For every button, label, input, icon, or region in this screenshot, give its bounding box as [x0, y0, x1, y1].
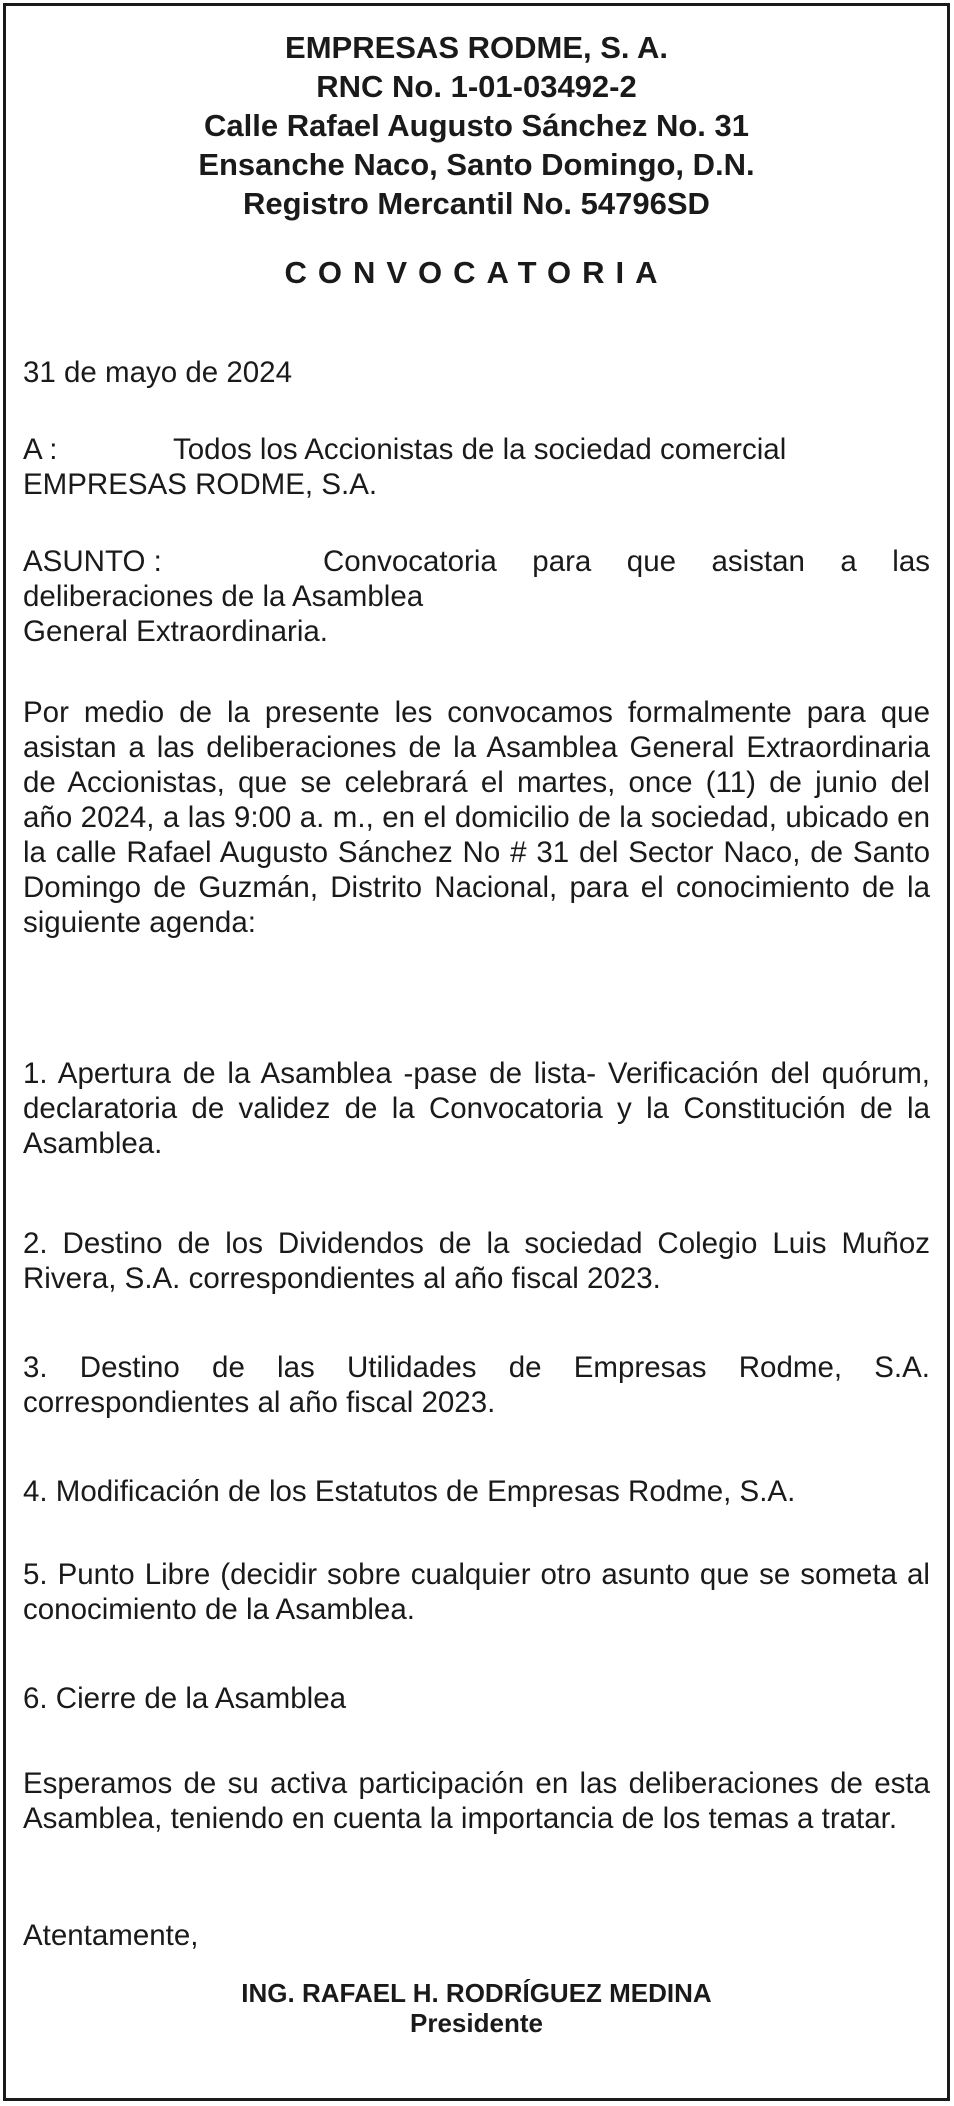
agenda-item-3: 3. Destino de las Utilidades de Empresas Rodme, S.A. correspondientes al año fiscal 2023. — [23, 1351, 930, 1419]
rnc-number: RNC No. 1-01-03492-2 — [316, 69, 637, 104]
agenda-item-6: 6. Cierre de la Asamblea — [23, 1682, 347, 1715]
addressee-line-2: EMPRESAS RODME, S.A. — [23, 468, 378, 501]
signatory-name: ING. RAFAEL H. RODRÍGUEZ MEDINA — [241, 1978, 712, 2008]
address-line-1: Calle Rafael Augusto Sánchez No. 31 — [204, 108, 749, 143]
signatory-role: Presidente — [410, 2008, 543, 2038]
intro-paragraph: Por medio de la presente les convocamos formalmente para que asistan a las deliberaciones de la Asamblea General Extraordinaria de Accionistas, que se celebrará el martes, once (11) de junio del año 2024, a las 9:00 a. m., en el domicilio de la sociedad, ubicado en la calle Rafael Augusto Sánchez No # 31 del Sector Naco, de Santo Domingo de Guzmán, Distrito Nacional, para el conocimiento de la siguiente agenda: — [23, 696, 930, 939]
document-title: CONVOCATORIA — [284, 255, 669, 290]
subject-label: ASUNTO : — [23, 545, 162, 578]
subject-line-1: Convocatoria para que asistan a las — [323, 545, 930, 578]
agenda-item-1: 1. Apertura de la Asamblea -pase de lista- Verificación del quórum, declaratoria de validez de la Convocatoria y la Constitución de la Asamblea. — [23, 1057, 930, 1160]
closing-paragraph: Esperamos de su activa participación en las deliberaciones de esta Asamblea, teniendo en cuenta la importancia de los temas a tratar. — [23, 1767, 930, 1835]
agenda-item-5: 5. Punto Libre (decidir sobre cualquier otro asunto que se someta al conocimiento de la Asamblea. — [23, 1558, 930, 1626]
subject-line-3: General Extraordinaria. — [23, 615, 328, 648]
notice-frame — [3, 3, 950, 2101]
signature-block — [23, 1978, 930, 2038]
agenda-item-2: 2. Destino de los Dividendos de la sociedad Colegio Luis Muñoz Rivera, S.A. correspondientes al año fiscal 2023. — [23, 1227, 930, 1295]
subject-line-2: deliberaciones de la Asamblea — [23, 580, 424, 613]
letterhead — [6, 28, 947, 223]
addressee-block — [23, 432, 930, 502]
addressee-line-1: Todos los Accionistas de la sociedad comercial — [173, 433, 787, 466]
registry-number: Registro Mercantil No. 54796SD — [243, 186, 710, 221]
company-name: EMPRESAS RODME, S. A. — [285, 30, 668, 65]
salutation: Atentamente, — [23, 1919, 199, 1952]
subject-block — [23, 544, 930, 649]
notice-date: 31 de mayo de 2024 — [23, 356, 292, 389]
addressee-label: A : — [23, 433, 58, 466]
address-line-2: Ensanche Naco, Santo Domingo, D.N. — [198, 147, 755, 182]
agenda-item-4: 4. Modificación de los Estatutos de Empresas Rodme, S.A. — [23, 1475, 796, 1508]
